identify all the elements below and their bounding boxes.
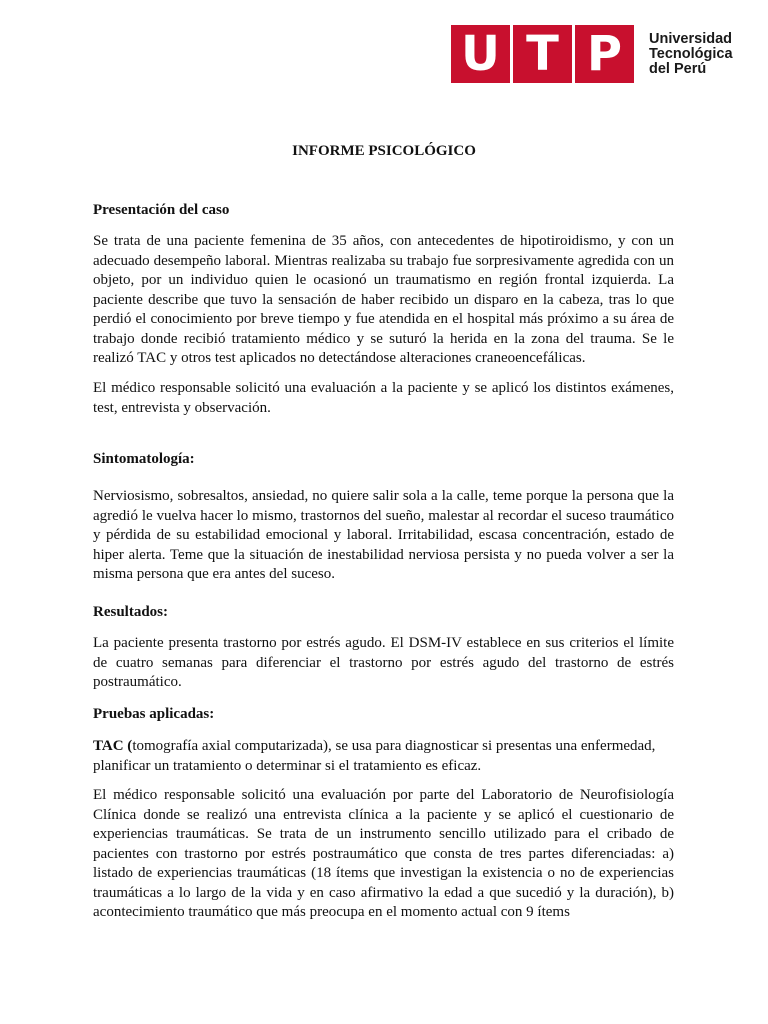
tac-bold-label: TAC ( [93, 738, 133, 754]
heading-presentacion: Presentación del caso [93, 202, 230, 218]
paragraph-sintomatologia: Nerviosismo, sobresaltos, ansiedad, no quiere salir sola a la calle, teme porque la persona que la agredió le vuelva hacer lo mismo, trastornos del sueño, malestar al recordar el suceso traumático y pérdida de su estabilidad emocional y laboral. Irritabilidad, escasa concentración, estado de hiper alerta. Teme que la situación de inestabilidad nerviosa persista y no pueda volver a ser la misma persona que era antes del suceso. [93, 488, 674, 582]
paragraph-presentacion-2: El médico responsable solicitó una evaluación a la paciente y se aplicó los distintos exámenes, test, entrevista y observación. [93, 380, 674, 416]
tac-description: tomografía axial computarizada), se usa para diagnosticar si presentas una enfermedad, planificar un tratamiento o determinar si el tratamiento es eficaz. [93, 738, 656, 774]
paragraph-presentacion-1: Se trata de una paciente femenina de 35 años, con antecedentes de hipotiroidismo, y con un adecuado desempeño laboral. Mientras realizaba su trabajo fue sorpresivamente agredida con un objeto, por un individuo quien le ocasionó un traumatismo en región frontal izquierda. La paciente describe que tuvo la sensación de haber recibido un disparo en la cabeza, tras lo que perdió el conocimiento por breve tiempo y fue atendida en el hospital más próximo a su área de trabajo donde recibió tratamiento médico y se suturó la herida en la zona del trauma. Se le realizó TAC y otros test aplicados no detectándose alteraciones craneoencefálicas. [93, 233, 674, 366]
heading-pruebas: Pruebas aplicadas: [93, 706, 215, 722]
paragraph-tac [93, 737, 674, 776]
heading-resultados: Resultados: [93, 604, 169, 620]
document-title: INFORME PSICOLÓGICO [292, 143, 476, 159]
logo-letter-u: U [451, 25, 510, 83]
logo-letters [451, 25, 634, 83]
paragraph-pruebas-2: El médico responsable solicitó una evaluación por parte del Laboratorio de Neurofisiología Clínica donde se realizó una entrevista clínica a la paciente y se aplicó el cuestionario de experiencias traumáticas. Se trata de un instrumento sencillo utilizado para el cribado de pacientes con trastorno por estrés postraumático que consta de tres partes diferenciadas: a) listado de experiencias traumáticas (18 ítems que investigan la existencia o no de experiencias traumáticas a lo largo de la vida y en caso afirmativo la edad a que sucedió y la duración), b) acontecimiento traumático que más preocupa en el momento actual con 9 ítems [93, 787, 674, 920]
logo-letter-t: T [513, 25, 572, 83]
university-name-line-1: Universidad [649, 30, 732, 47]
utp-logo [451, 25, 733, 83]
university-name-line-2: Tecnológica [649, 45, 733, 62]
university-name-line-3: del Perú [649, 60, 707, 77]
heading-sintomatologia: Sintomatología: [93, 451, 195, 467]
paragraph-resultados: La paciente presenta trastorno por estrés agudo. El DSM-IV establece en sus criterios el límite de cuatro semanas para diferenciar el trastorno por estrés agudo del trastorno de estrés postraumático. [93, 635, 674, 690]
university-name [649, 32, 733, 77]
logo-letter-p: P [575, 25, 634, 83]
